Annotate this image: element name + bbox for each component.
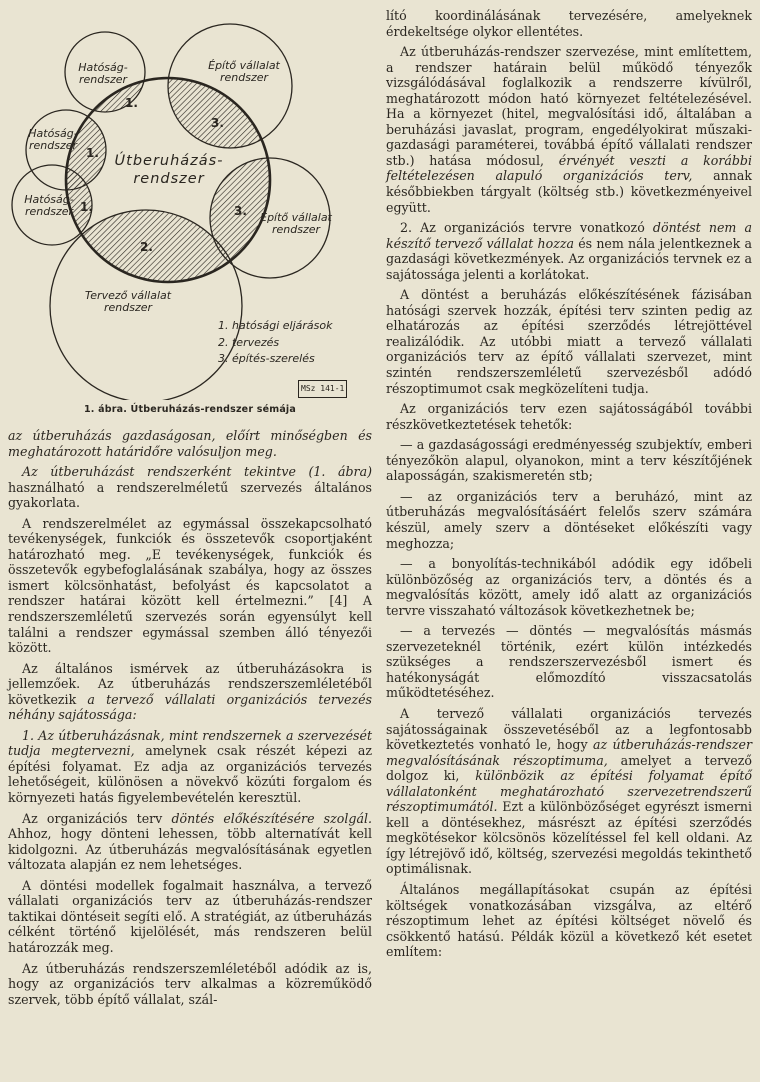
paragraph: Az organizációs terv döntés előkészítésére szolgál. Ahhoz, hogy dönteni lehessen, több alternatívát kell kidolgozni. Az útberuházás megvalósításának egyetlen változata alapján ez nem lehetséges. <box>8 810 372 873</box>
tervezo-label: Tervező vállalat rendszer <box>84 289 172 314</box>
center-label: Útberuházás- rendszer <box>114 153 224 187</box>
paragraph: 2. Az organizációs tervre vonatkozó döntést nem a készítő tervező vállalat hozza és nem nála jelentkeznek a gazdasági következmények. Az organizációs tervnek ez a sajátossága jelenti a korlátokat. <box>386 220 752 282</box>
number-1a: 1. <box>125 96 138 110</box>
epito-label-1: Építő vállalat rendszer <box>208 59 280 84</box>
figure-caption: 1. ábra. Útberuházás-rendszer sémája <box>84 404 296 415</box>
paragraph: Az általános ismérvek az útberuházásokra is jellemzőek. Az útberuházás rendszerszemléletéből következik a tervező vállalati organizációs tervezés néhány sajátossága: <box>8 660 372 723</box>
paragraph: Általános megállapításokat csupán az építési költségek vonatkozásában vizsgálva, az eltérő részoptimum lehet az építési költséget növelő és csökkentő hatású. Példák közül a következő két esetet említem: <box>386 881 752 960</box>
paragraph: Az útberuházást rendszerként tekintve (1. ábra) használható a rendszerelméletű szervezés általános gyakorlata. <box>8 464 372 511</box>
figure-stamp: MSz 141-1 <box>298 380 347 398</box>
paragraph: az útberuházás gazdaságosan, előírt minőségben és meghatározott határidőre valósuljon meg. <box>8 428 372 459</box>
hatosag-label-3: Hatóság- rendszer <box>24 193 74 218</box>
hatosag-label-2: Hatóság- rendszer <box>28 127 78 152</box>
paragraph: A tervező vállalati organizációs tervezés sajátosságainak összevetéséből az a legfontosabb következtetés vonható le, hogy az útberuházás-rendszer megvalósításának részoptimuma, amelyet a tervező dolgoz ki, különbözik az építési folyamat építő vállalatonként meghatározható szervezetrendszerű részoptimumától. Ezt a különbözőséget egyrészt ismerni kell a döntésekhez, másrészt az építési szerződés megkötésekor kölcsönös közelítéssel fel kell oldani. Az így létrejövő idő, költség, szervezési megoldás tekinthető optimálisnak. <box>386 705 752 877</box>
paragraph: lító koordinálásának tervezésére, amelyeknek érdekeltsége olykor ellentétes. <box>386 8 752 39</box>
paragraph: Az útberuházás-rendszer szervezése, mint említettem, a rendszer határain belül működő tényezők vizsgálódásával foglalkozik a rendszerre kívülről, meghatározott módon ható környezet feltételezésével. Ha a környezet (hitel, megvalósítási idő, általában a beruházási javaslat, program, engedélyokirat műszaki-gazdasági paraméterei, továbbá építő vállalati rendszer stb.) hatása módosul, érvényét veszti a korábbi feltételezésen alapuló organizációs terv, annak későbbiekben tárgyalt (költség stb.) következményeivel együtt. <box>386 44 753 215</box>
legend-item: 1. hatósági eljárások <box>218 319 333 332</box>
number-1c: 1. <box>80 200 93 214</box>
hatosag-label-1: Hatóság- rendszer <box>78 61 128 86</box>
figure-diagram <box>8 0 372 428</box>
legend-item: 3. építés-szerelés <box>218 352 315 365</box>
paragraph: A rendszerelmélet az egymással összekapcsolható tevékenységek, funkciók és összetevők csoportjaként határozható meg. „E tevékenységek, funkciók és összetevők egybefoglalásának szabálya, hogy az összes ismert kölcsönhatást, befolyást és kapcsolatot a rendszer határai között kell értelmezni.” [4] A rendszerszemléletű szervezés során egyensúlyt kell találni a rendszer egymással szemben álló tényezői között. <box>8 515 372 656</box>
legend <box>218 318 332 368</box>
legend-item: 2. tervezés <box>218 335 280 349</box>
paragraph: — a bonyolítás-technikából adódik egy időbeli különbözőség az organizációs terv, a döntés és a megvalósítás között, amely idő alatt az organizációs tervre visszaható változások következhetnek be; <box>386 556 752 618</box>
paragraph: Az útberuházás rendszerszemléletéből adódik az is, hogy az organizációs terv alkalmas a közreműködő szervek, több építő vállalat, szál- <box>8 960 372 1007</box>
paragraph: A döntést a beruházás előkészítésének fázisában hatósági szervek hozzák, építési terv szinten pedig az elhatározás az építési szerződés létrejöttével realizálódik. Az utóbbi miatt a tervező vállalati organizációs terv az építő vállalati szervezet, mint szintén rendszerszemléletű szervezésből adódó részoptimumot csak megközelíteni tudja. <box>386 287 752 396</box>
right-text <box>386 8 752 960</box>
paragraph: 1. Az útberuházásnak, mint rendszernek a szervezését tudja megtervezni, amelynek csak részét képezi az építési folyamat. Ez adja az organizációs tervezés lehetőségeit, különösen a növekvő közúti forgalom és környezeti hatás figyelembevételén keresztül. <box>8 727 372 806</box>
left-column <box>8 0 372 1012</box>
number-2: 2. <box>140 240 153 254</box>
number-3b: 3. <box>234 204 247 218</box>
left-text <box>8 428 372 1007</box>
paragraph: A döntési modellek fogalmait használva, a tervező vállalati organizációs terv az útberuházás-rendszer taktikai döntéseit segíti elő. A stratégiát, az útberuházás célként történő kijelölését, más rendszeren belül határozzák meg. <box>8 877 372 955</box>
number-3a: 3. <box>211 116 224 130</box>
epito-label-2: Építő vállalat rendszer <box>260 211 332 236</box>
right-column <box>386 8 752 965</box>
paragraph: — az organizációs terv a beruházó, mint az útberuházás megvalósításáért felelős szerv számára készül, amely szerv a döntéseket előkészíti vagy meghozza; <box>386 488 752 551</box>
number-1b: 1. <box>86 146 99 160</box>
paragraph: — a gazdaságossági eredményesség szubjektív, emberi tényezőkön alapul, olyanokon, mint a terv készítőjének alaposságán, szakismeretén stb; <box>386 437 752 484</box>
paragraph: Az organizációs terv ezen sajátosságából további részkövetkeztetések tehetők: <box>386 401 752 432</box>
paragraph: — a tervezés — döntés — megvalósítás másmás szervezeteknél történik, ezért külön intézkedés szükséges a rendszerszervezésből ismert és hatékonyságát előmozdító visszacsatolás működtetéséhez. <box>386 623 752 701</box>
